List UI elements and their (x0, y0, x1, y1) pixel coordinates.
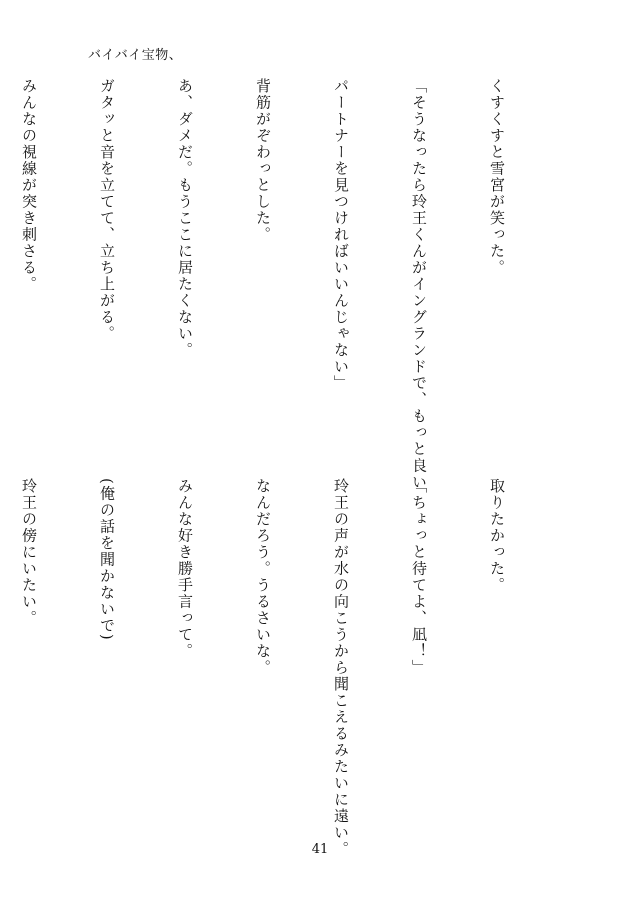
text-line: あ、ダメだ。もうここに居たくない。 (176, 78, 194, 359)
text-line: くすくすと雪宮が笑った。 (488, 78, 506, 276)
text-line: なんだろう。うるさいな。 (254, 478, 272, 676)
text-line: 「そうなったら玲王くんがイングランドで、もっと良い (410, 78, 428, 491)
text-line: ガタッと音を立てて、立ち上がる。 (98, 78, 116, 342)
text-line: みんなの視線が突き刺さる。 (20, 78, 38, 293)
text-line: みんな好き勝手言って。 (176, 478, 194, 660)
text-line: 取りたかった。 (488, 478, 506, 594)
text-line: (俺の話を聞かないで) (98, 478, 116, 642)
top-text-block (20, 78, 562, 491)
text-line: 玲王の声が水の向こうから聞こえるみたいに遠い。 (332, 478, 350, 858)
text-line: 背筋がぞわっとした。 (254, 78, 272, 243)
text-line: パートナーを見つければいいんじゃない」 (332, 78, 350, 392)
page-number: 41 (311, 842, 329, 857)
text-line: 「ちょっと待てよ、凪！」 (410, 478, 428, 676)
running-head: バイバイ宝物、 (88, 48, 183, 63)
text-line: 玲王の傍にいたい。 (20, 478, 38, 627)
